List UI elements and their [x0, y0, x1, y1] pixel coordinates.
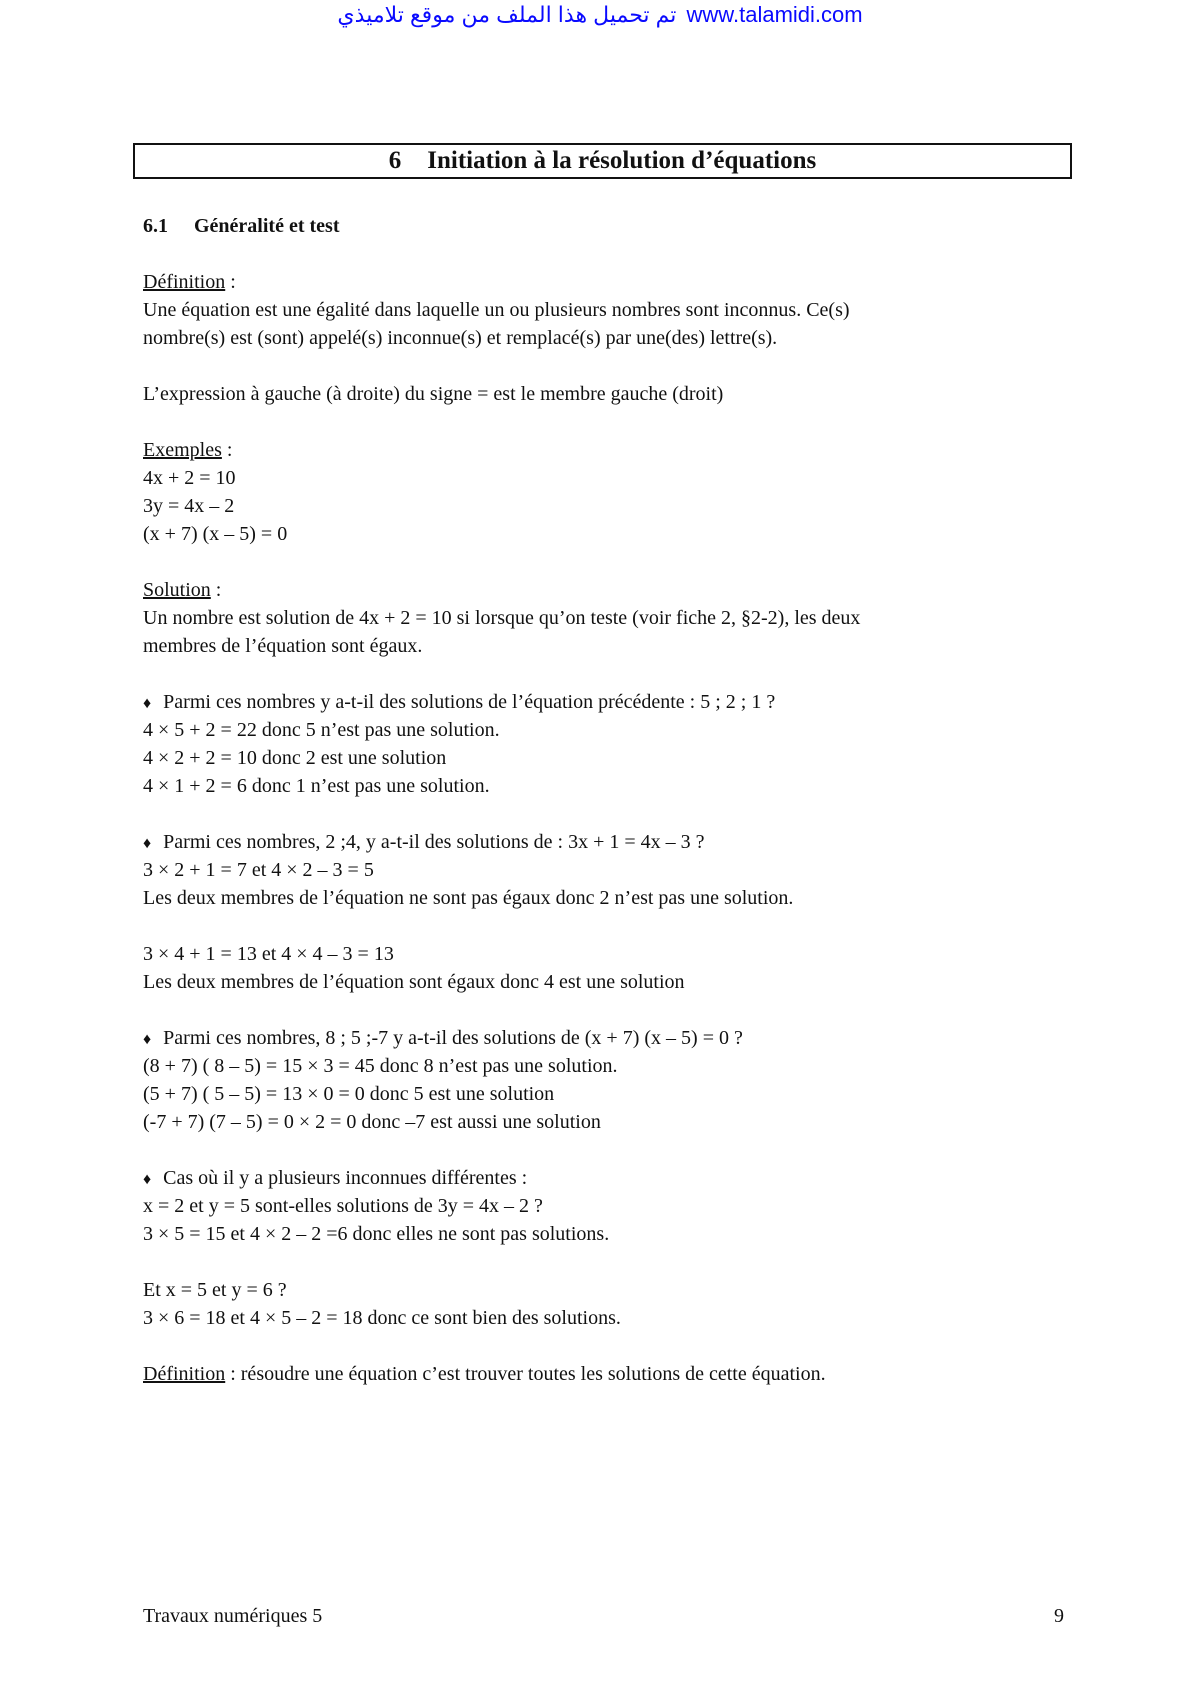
line-text: Les deux membres de l’équation sont égaux donc 4 est une solution [143, 971, 685, 993]
blank-line [143, 408, 1073, 436]
section-heading [143, 212, 1073, 240]
banner-arabic-text: تم تحميل هذا الملف من موقع تلاميذي [337, 2, 677, 27]
text-line [143, 1276, 1073, 1304]
line-text: : [210, 579, 222, 601]
underlined-label: Définition [143, 271, 226, 293]
text-line [143, 380, 1073, 408]
line-text: nombre(s) est (sont) appelé(s) inconnue(s) et remplacé(s) par une(des) lettre(s). [143, 327, 778, 349]
line-text: (x + 7) (x – 5) = 0 [143, 523, 288, 545]
text-line [143, 324, 1073, 352]
line-text: 4 × 2 + 2 = 10 donc 2 est une solution [143, 747, 447, 769]
text-line [143, 268, 1073, 296]
text-line [143, 1164, 1073, 1192]
text-line [143, 1192, 1073, 1220]
line-text: x = 2 et y = 5 sont-elles solutions de 3y = 4x – 2 ? [143, 1195, 543, 1217]
blank-line [143, 912, 1073, 940]
text-line [143, 296, 1073, 324]
text-line [143, 1220, 1073, 1248]
blank-line [143, 352, 1073, 380]
line-text: Les deux membres de l’équation ne sont pas égaux donc 2 n’est pas une solution. [143, 887, 794, 909]
line-text: 3 × 6 = 18 et 4 × 5 – 2 = 18 donc ce sont bien des solutions. [143, 1307, 621, 1329]
blank-line [143, 1248, 1073, 1276]
text-line [143, 464, 1073, 492]
line-text: Parmi ces nombres y a-t-il des solutions de l’équation précédente : 5 ; 2 ; 1 ? [163, 691, 776, 713]
line-text: Et x = 5 et y = 6 ? [143, 1279, 287, 1301]
page-content [143, 212, 1073, 1388]
text-line [143, 968, 1073, 996]
footer-title: Travaux numériques 5 [143, 1605, 323, 1627]
line-text: : [221, 439, 233, 461]
section-title: Généralité et test [194, 215, 340, 237]
diamond-bullet-icon: ♦ [143, 1031, 152, 1048]
line-text: 3 × 5 = 15 et 4 × 2 – 2 =6 donc elles ne sont pas solutions. [143, 1223, 610, 1245]
text-line [143, 576, 1073, 604]
line-text: (-7 + 7) (7 – 5) = 0 × 2 = 0 donc –7 est aussi une solution [143, 1111, 601, 1133]
text-line [143, 772, 1073, 800]
text-line [143, 884, 1073, 912]
chapter-title-box [133, 143, 1072, 179]
chapter-number: 6 [388, 147, 402, 174]
line-text: 4 × 1 + 2 = 6 donc 1 n’est pas une solution. [143, 775, 490, 797]
page-number: 9 [1054, 1605, 1064, 1627]
line-text: Parmi ces nombres, 2 ;4, y a-t-il des solutions de : 3x + 1 = 4x – 3 ? [163, 831, 705, 853]
chapter-title: Initiation à la résolution d’équations [427, 147, 817, 174]
line-text: (8 + 7) ( 8 – 5) = 15 × 3 = 45 donc 8 n’est pas une solution. [143, 1055, 618, 1077]
text-line [143, 1360, 1073, 1388]
text-line [143, 940, 1073, 968]
line-text: 3 × 2 + 1 = 7 et 4 × 2 – 3 = 5 [143, 859, 374, 881]
diamond-bullet-icon: ♦ [143, 835, 152, 852]
blank-line [143, 800, 1073, 828]
text-line [143, 744, 1073, 772]
text-line [143, 436, 1073, 464]
diamond-bullet-icon: ♦ [143, 1171, 152, 1188]
text-line [143, 492, 1073, 520]
underlined-label: Solution [143, 579, 211, 601]
underlined-label: Exemples [143, 439, 222, 461]
text-line [143, 1080, 1073, 1108]
line-text: Cas où il y a plusieurs inconnues différentes : [163, 1167, 528, 1189]
banner-url-link[interactable]: www.talamidi.com [686, 2, 863, 27]
blank-line [143, 996, 1073, 1024]
line-text: 3y = 4x – 2 [143, 495, 235, 517]
line-text: 4x + 2 = 10 [143, 467, 236, 489]
text-line [143, 1304, 1073, 1332]
line-text: Parmi ces nombres, 8 ; 5 ;-7 y a-t-il des solutions de (x + 7) (x – 5) = 0 ? [163, 1027, 743, 1049]
line-text: : résoudre une équation c’est trouver toutes les solutions de cette équation. [225, 1363, 826, 1385]
blank-line [143, 660, 1073, 688]
text-line [143, 688, 1073, 716]
text-line [143, 604, 1073, 632]
text-line [143, 856, 1073, 884]
line-text: 3 × 4 + 1 = 13 et 4 × 4 – 3 = 13 [143, 943, 394, 965]
text-line [143, 1052, 1073, 1080]
text-line [143, 1108, 1073, 1136]
blank-line [143, 1332, 1073, 1360]
text-line [143, 1024, 1073, 1052]
blank-line [143, 548, 1073, 576]
line-text: Une équation est une égalité dans laquelle un ou plusieurs nombres sont inconnus. Ce(s) [143, 299, 850, 321]
text-line [143, 520, 1073, 548]
line-text: (5 + 7) ( 5 – 5) = 13 × 0 = 0 donc 5 est une solution [143, 1083, 555, 1105]
content-lines [143, 268, 1073, 1388]
line-text: : [225, 271, 236, 293]
section-number: 6.1 [143, 215, 168, 237]
line-text: Un nombre est solution de 4x + 2 = 10 si lorsque qu’on teste (voir fiche 2, §2-2), les deux [143, 607, 861, 629]
line-text: 4 × 5 + 2 = 22 donc 5 n’est pas une solution. [143, 719, 500, 741]
blank-line [143, 1136, 1073, 1164]
line-text: L’expression à gauche (à droite) du signe = est le membre gauche (droit) [143, 383, 724, 405]
line-text: membres de l’équation sont égaux. [143, 635, 423, 657]
header-banner [0, 2, 1200, 28]
underlined-label: Définition [143, 1363, 226, 1385]
text-line [143, 828, 1073, 856]
diamond-bullet-icon: ♦ [143, 695, 152, 712]
text-line [143, 632, 1073, 660]
text-line [143, 716, 1073, 744]
